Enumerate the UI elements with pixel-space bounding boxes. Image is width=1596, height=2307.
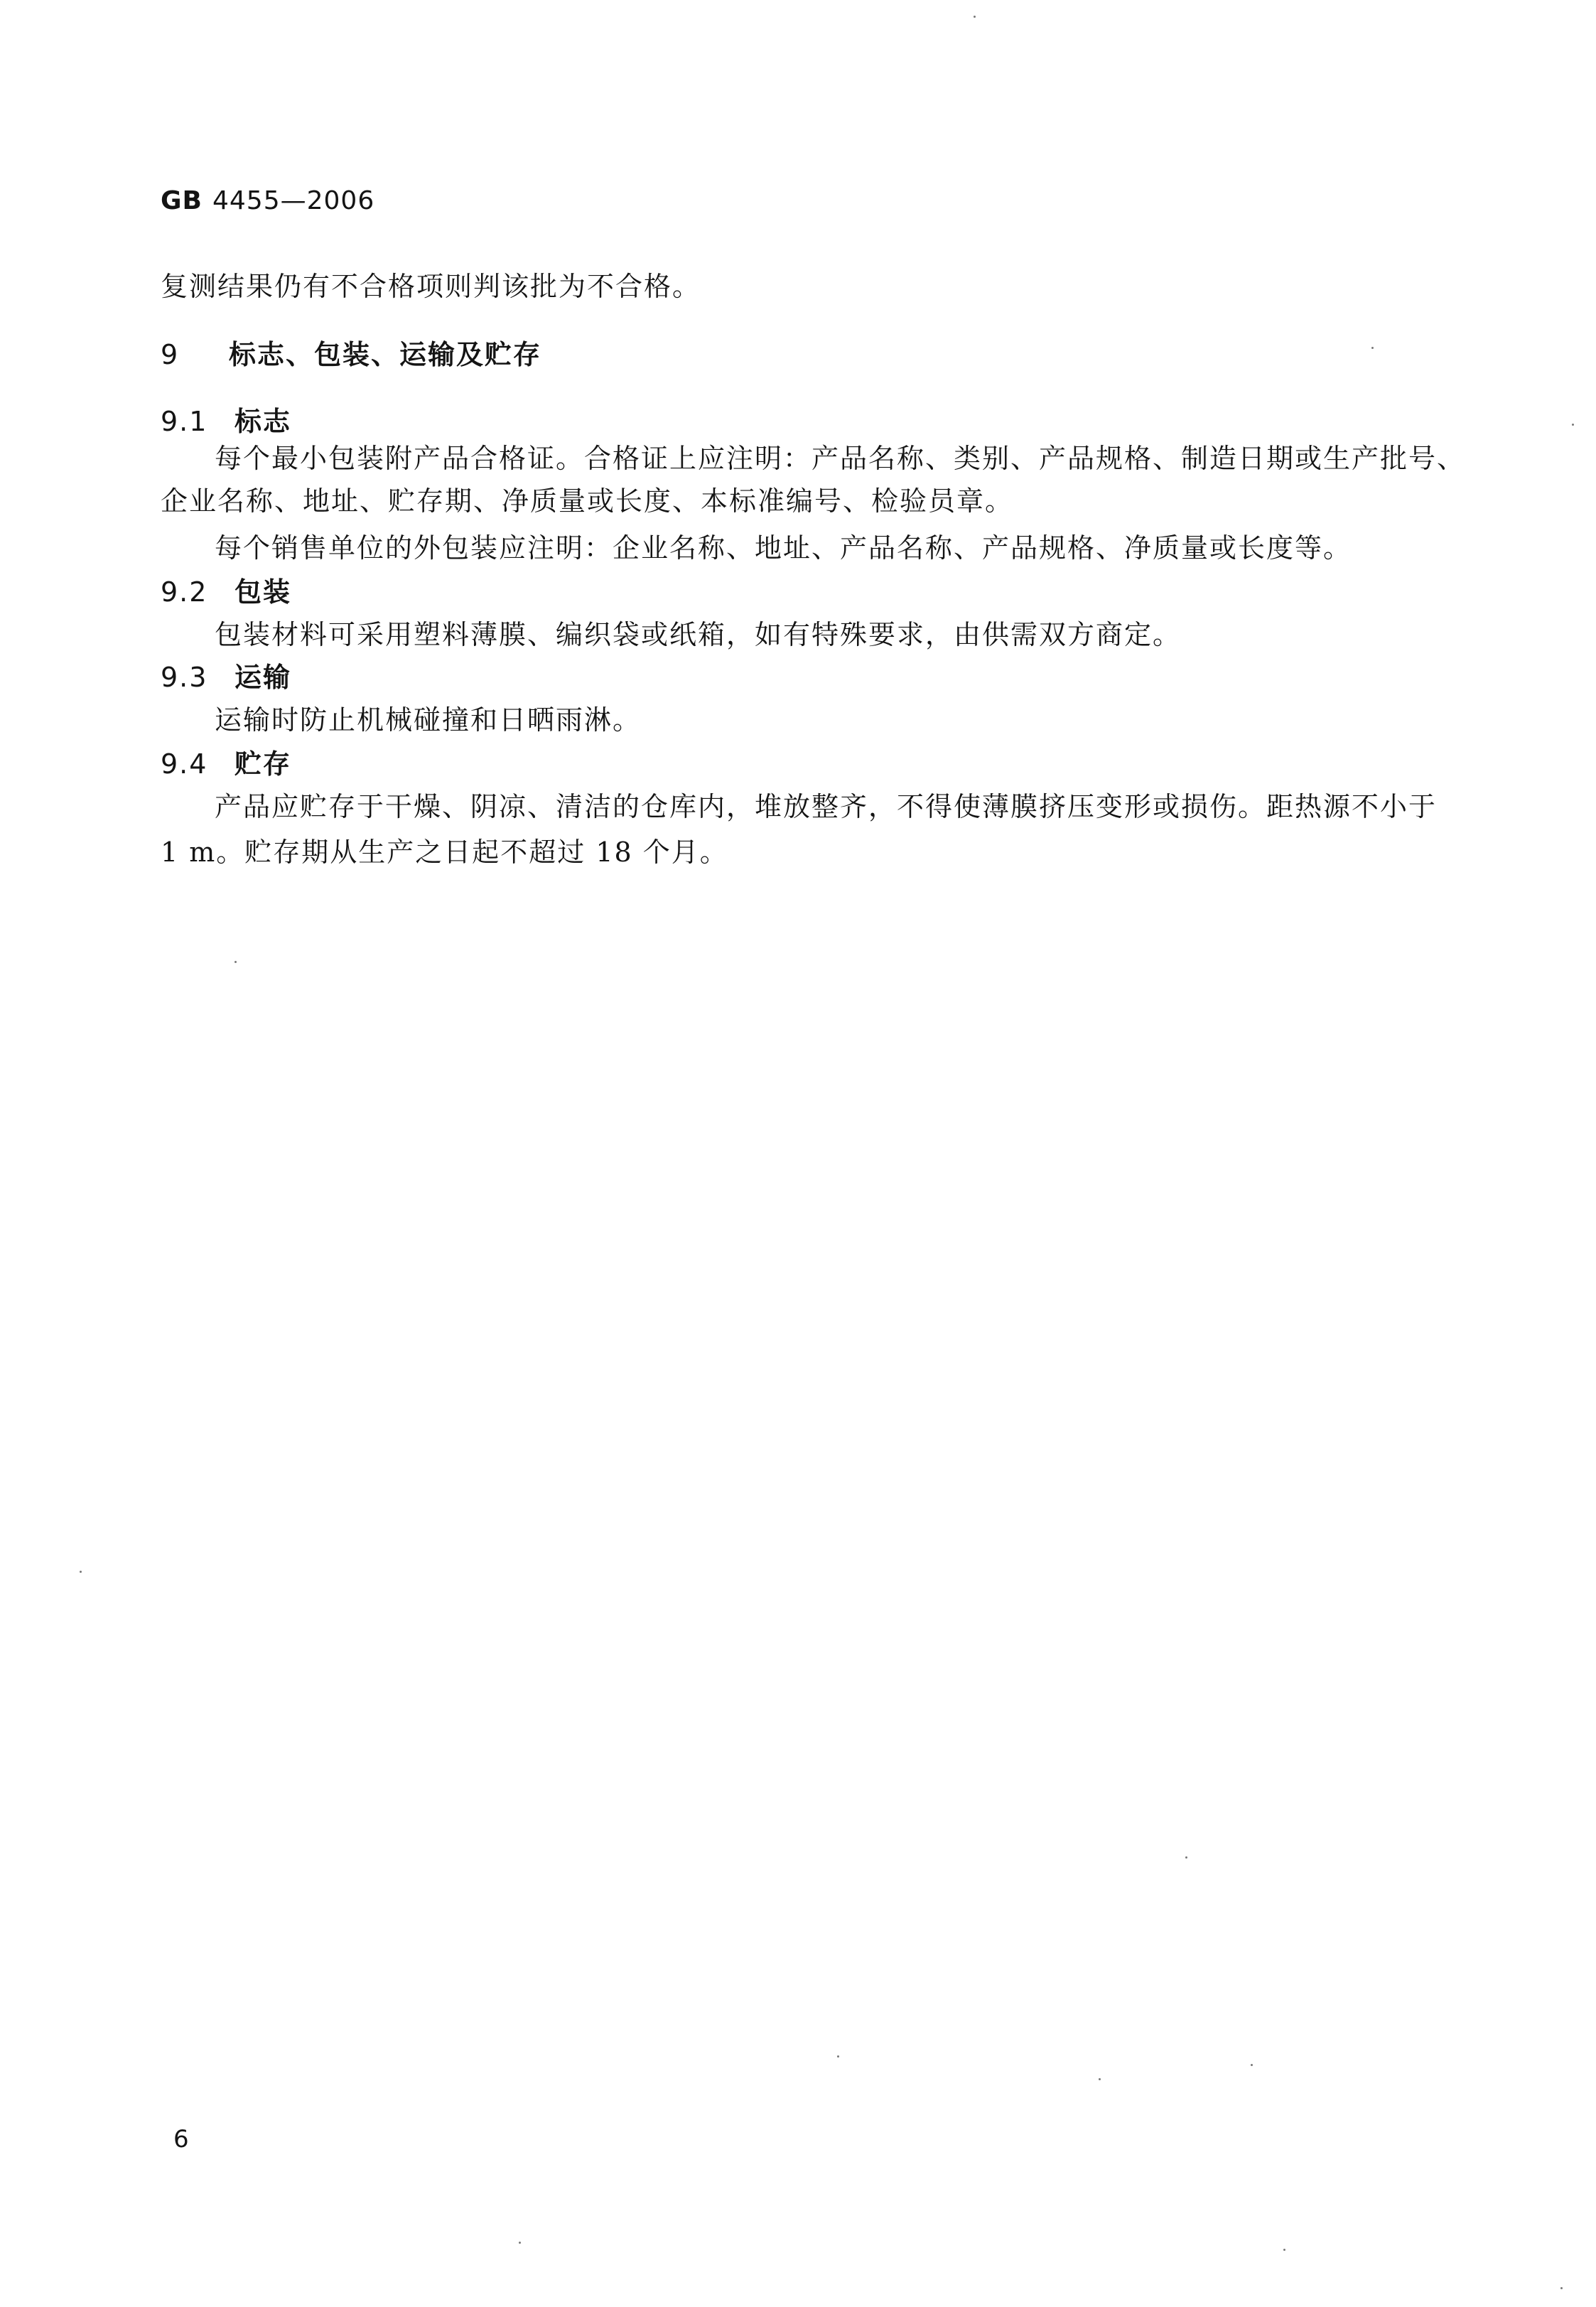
section-9-title: 标志、包装、运输及贮存 bbox=[229, 339, 542, 370]
section-9-3-heading bbox=[161, 655, 291, 694]
section-9-heading bbox=[161, 333, 541, 372]
scan-speck bbox=[1371, 347, 1374, 349]
section-9-2-heading bbox=[161, 570, 291, 609]
section-9-2-title: 包装 bbox=[234, 576, 292, 608]
section-9-4-title: 贮存 bbox=[234, 748, 292, 780]
section-9-number: 9 bbox=[161, 339, 180, 370]
standard-prefix: GB bbox=[161, 186, 203, 215]
section-9-3-paragraph: 运输时防止机械碰撞和日晒雨淋。 bbox=[215, 704, 642, 736]
page-number: 6 bbox=[173, 2125, 189, 2153]
scan-speck bbox=[837, 2055, 839, 2058]
section-9-4-paragraph-line-1: 产品应贮存于干燥、阴凉、清洁的仓库内，堆放整齐，不得使薄膜挤压变形或损伤。距热源不小于 bbox=[215, 791, 1438, 822]
section-9-4-heading bbox=[161, 742, 291, 781]
section-9-1-paragraph-2: 每个销售单位的外包装应注明：企业名称、地址、产品名称、产品规格、净质量或长度等。 bbox=[215, 532, 1352, 564]
section-9-4-paragraph-line-2: 1 m。贮存期从生产之日起不超过 18 个月。 bbox=[161, 837, 728, 868]
section-9-1-heading bbox=[161, 399, 291, 439]
section-9-2-paragraph: 包装材料可采用塑料薄膜、编织袋或纸箱，如有特殊要求，由供需双方商定。 bbox=[215, 619, 1182, 650]
continuation-text: 复测结果仍有不合格项则判该批为不合格。 bbox=[161, 271, 701, 302]
section-9-1-number: 9.1 bbox=[161, 406, 208, 437]
scan-speck bbox=[1572, 424, 1574, 426]
section-9-3-number: 9.3 bbox=[161, 662, 208, 693]
scan-speck bbox=[519, 2242, 521, 2244]
section-9-2-number: 9.2 bbox=[161, 576, 208, 608]
section-9-3-title: 运输 bbox=[234, 662, 292, 693]
scan-speck bbox=[1560, 2287, 1563, 2289]
scan-speck bbox=[1185, 1856, 1187, 1859]
scan-speck bbox=[80, 1571, 82, 1573]
standard-number bbox=[161, 186, 374, 215]
section-9-1-paragraph-1-line-1: 每个最小包装附产品合格证。合格证上应注明：产品名称、类别、产品规格、制造日期或生产批号、 bbox=[215, 443, 1466, 474]
section-9-1-paragraph-1-line-2: 企业名称、地址、贮存期、净质量或长度、本标准编号、检验员章。 bbox=[161, 485, 1014, 517]
section-9-4-number: 9.4 bbox=[161, 748, 208, 780]
scan-speck bbox=[1283, 2249, 1285, 2251]
scan-speck bbox=[234, 961, 237, 963]
section-9-1-title: 标志 bbox=[234, 406, 292, 437]
scan-speck bbox=[974, 16, 976, 18]
standard-code: 4455—2006 bbox=[212, 186, 375, 215]
scan-speck bbox=[1251, 2064, 1253, 2066]
scan-speck bbox=[1099, 2078, 1101, 2080]
